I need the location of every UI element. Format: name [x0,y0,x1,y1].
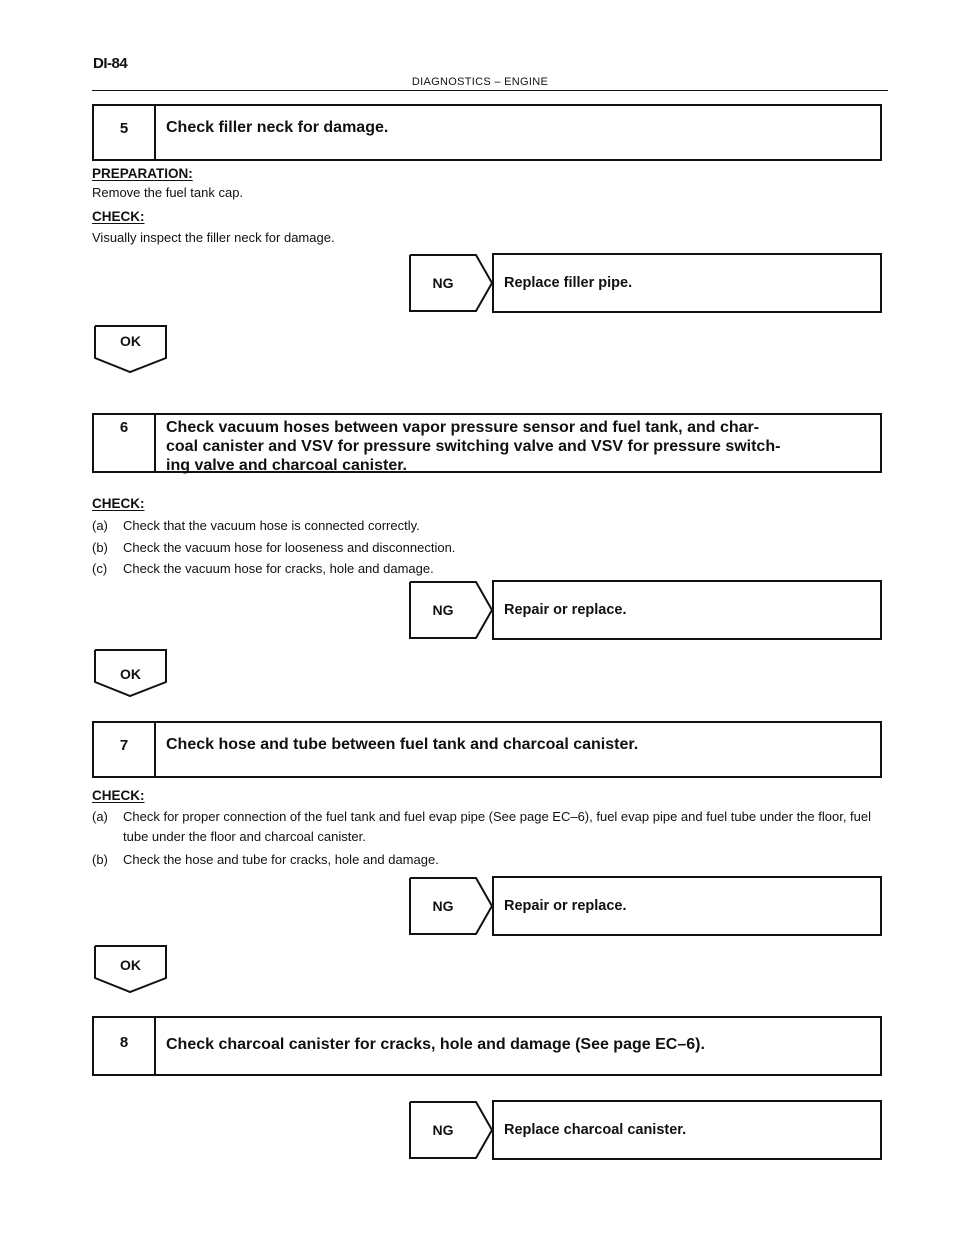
check-item-text: Check for proper connection of the fuel tank and fuel evap pipe (See page EC–6), fuel evap pipe and fuel tube under the floor, fuel tube under the floor and charcoal canister. [123,809,872,844]
check-item [92,807,892,847]
check-item [92,538,892,558]
check-item-text: Check that the vacuum hose is connected correctly. [123,518,420,533]
check-item-text: Check the hose and tube for cracks, hole and damage. [123,852,439,867]
step-title: Check charcoal canister for cracks, hole and damage (See page EC–6). [166,1036,705,1053]
ng-label: NG [432,898,454,914]
step-title: Check hose and tube between fuel tank and charcoal canister. [166,736,639,753]
step-title-line: ing valve and charcoal canister. [166,457,407,474]
check-item-label: (a) [92,518,108,533]
ng-action-box: Replace charcoal canister. [492,1100,882,1160]
preparation-text: Remove the fuel tank cap. [92,185,244,200]
check-item [92,516,892,536]
ng-label: NG [432,602,454,618]
page-id: DI-84 [93,55,128,72]
ng-action-box: Replace filler pipe. [492,253,882,313]
step-number: 7 [94,723,156,776]
check-item-text: Check the vacuum hose for looseness and disconnection. [123,540,456,555]
header-divider [92,90,888,91]
ok-arrow-icon [93,324,168,374]
section-title: DIAGNOSTICS – ENGINE [411,76,549,88]
check-item-label: (a) [92,809,108,824]
step-8-box [92,1016,882,1076]
check-text: Visually inspect the filler neck for damage. [92,230,335,245]
step-6-box [92,413,882,473]
step-5-box [92,104,882,161]
ok-label: OK [120,666,141,682]
step-title: Check filler neck for damage. [166,119,389,136]
ng-action-box: Repair or replace. [492,876,882,936]
ok-label: OK [120,333,141,349]
check-item-label: (b) [92,852,108,867]
step-number: 8 [94,1018,156,1074]
ng-action-box: Repair or replace. [492,580,882,640]
check-item-label: (c) [92,561,108,576]
step-title-line: Check vacuum hoses between vapor pressure sensor and fuel tank, and char- [166,419,760,436]
check-label: CHECK: [92,209,145,224]
step-title-line: coal canister and VSV for pressure switching valve and VSV for pressure switch- [166,438,781,455]
step-7-box [92,721,882,778]
step-title [156,415,880,474]
ng-label: NG [432,275,454,291]
check-item-text: Check the vacuum hose for cracks, hole and damage. [123,561,434,576]
check-item [92,559,892,579]
check-label: CHECK: [92,496,145,511]
step-number: 6 [94,415,156,471]
check-item [92,850,892,870]
step-number: 5 [94,106,156,159]
ok-label: OK [120,957,141,973]
preparation-label: PREPARATION: [92,166,193,181]
ng-label: NG [432,1122,454,1138]
check-item-label: (b) [92,540,108,555]
check-label: CHECK: [92,788,145,803]
